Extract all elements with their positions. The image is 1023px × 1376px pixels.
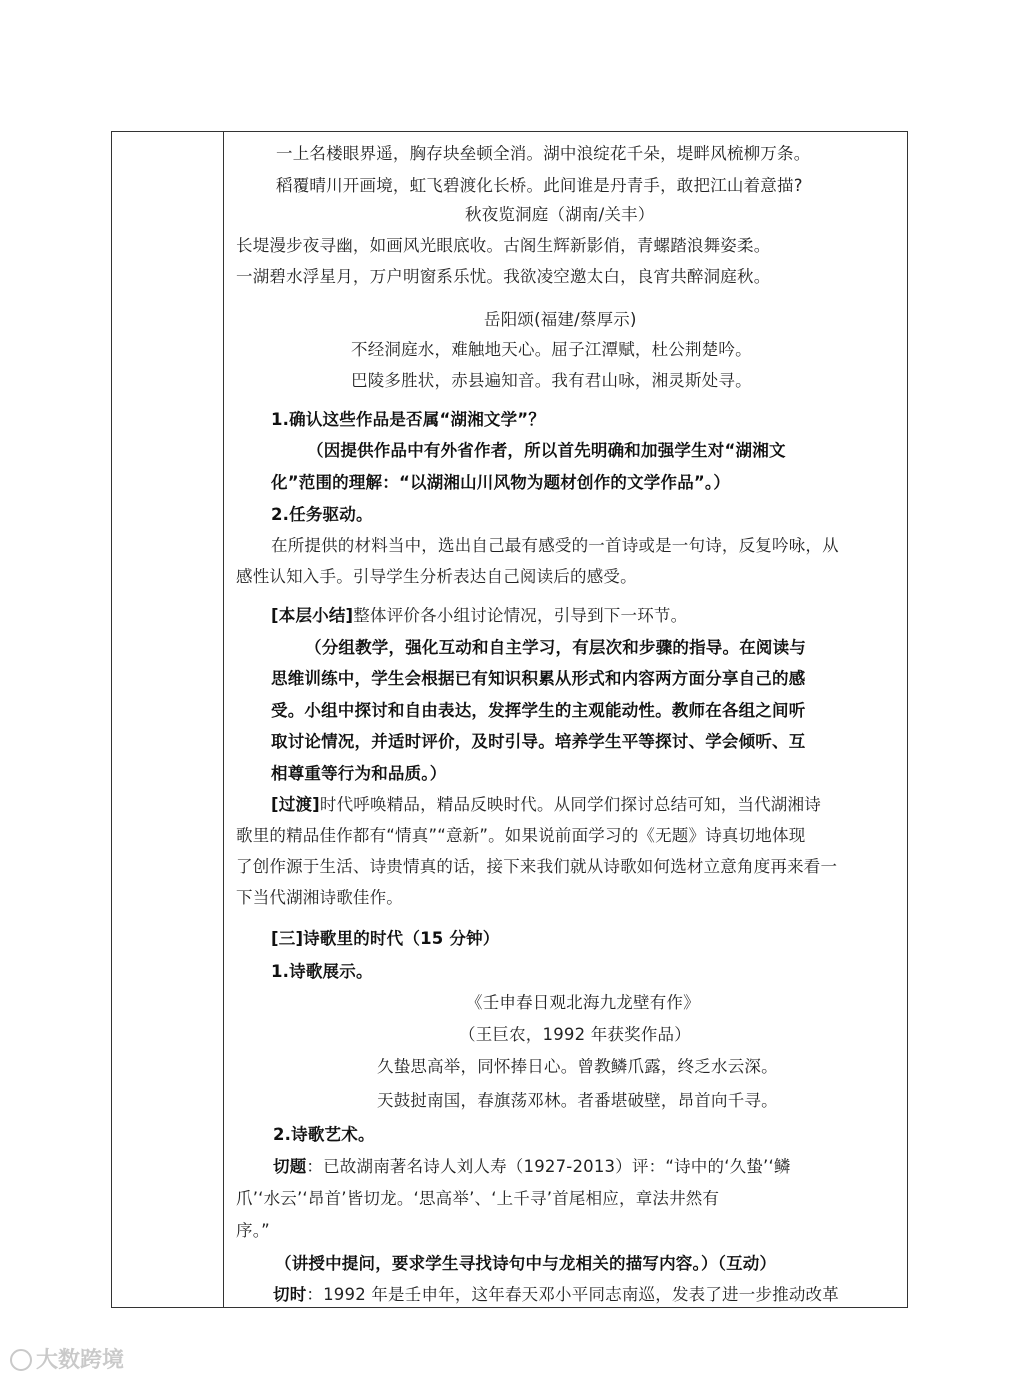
poem1-line1: 一上名楼眼界遥，胸存块垒顿全消。湖中浪绽花千朵，堤畔风梳柳万条。: [276, 144, 811, 163]
part3-sub1: 1.诗歌展示。: [271, 962, 373, 981]
summary-note-line5: 相尊重等行为和品质。）: [271, 764, 447, 783]
transition-line1: [271, 795, 821, 815]
watermark: [10, 1343, 124, 1374]
poem1-line2: 稻覆晴川开画境，虹飞碧渡化长桥。此间谁是丹青手，敢把江山着意描?: [276, 176, 803, 195]
summary-tag: [本层小结]: [271, 606, 354, 625]
part3-poem-line1: 久蛰思高举，同怀捧日心。曾教鳞爪露，终乏水云深。: [377, 1057, 778, 1076]
section2-heading: 2.任务驱动。: [271, 505, 373, 524]
part3-poem-author: （王巨农，1992 年获奖作品）: [459, 1025, 691, 1044]
qieshi-text: ：1992 年是壬申年，这年春天邓小平同志南巡，发表了进一步推动改革: [306, 1285, 839, 1304]
transition-line2: 歌里的精品佳作都有“情真”“意新”。如果说前面学习的《无题》诗真切地体现: [236, 826, 806, 845]
summary-note-line4: 取讨论情况，并适时评价，及时引导。培养学生平等探讨、学会倾听、互: [271, 732, 806, 751]
qieti-line3: 序。”: [236, 1221, 270, 1240]
watermark-logo-icon: [10, 1349, 32, 1371]
poem2-title: 秋夜览洞庭（湖南/关丰）: [465, 205, 655, 224]
qieti-line1: [273, 1157, 791, 1177]
transition-line4: 下当代湖湘诗歌佳作。: [236, 888, 403, 907]
transition-text1: 时代呼唤精品，精品反映时代。从同学们探讨总结可知，当代湖湘诗: [319, 795, 821, 814]
table-column-divider: [223, 131, 224, 1308]
poem2-line1: 长堤漫步夜寻幽，如画风光眼底收。古阁生辉新影俏，青螺踏浪舞姿柔。: [236, 236, 771, 255]
part3-poem-title: 《壬申春日观北海九龙壁有作》: [466, 993, 700, 1012]
transition-tag: [过渡]: [271, 795, 320, 814]
poem3-line1: 不经洞庭水，难触地天心。屈子江潭赋，杜公荆楚吟。: [351, 340, 752, 359]
watermark-text: 大数跨境: [36, 1348, 125, 1373]
transition-line3: 了创作源于生活、诗贵情真的话，接下来我们就从诗歌如何选材立意角度再来看一: [236, 857, 838, 876]
section1-heading: 1.确认这些作品是否属“湖湘文学”？: [271, 410, 546, 429]
qieti-line2: 爪’‘水云’‘昂首’皆切龙。‘思高举’、‘上千寻’首尾相应，章法井然有: [236, 1189, 720, 1208]
qieti-tag: 切题: [273, 1157, 307, 1176]
qieshi-line: [273, 1285, 839, 1305]
section1-note-line2: 化”范围的理解：“以湖湘山川风物为题材创作的文学作品”。）: [271, 473, 731, 492]
section2-text-line1: 在所提供的材料当中，选出自己最有感受的一首诗或是一句诗，反复吟咏，从: [271, 536, 839, 555]
section2-text-line2: 感性认知入手。引导学生分析表达自己阅读后的感受。: [236, 567, 637, 586]
qieshi-tag: 切时: [273, 1285, 307, 1304]
summary-line: [271, 606, 687, 626]
poem3-line2: 巴陵多胜状，赤县遍知音。我有君山咏，湘灵斯处寻。: [351, 371, 752, 390]
part3-sub2: 2.诗歌艺术。: [273, 1125, 375, 1144]
qieti-text1: ：已故湖南著名诗人刘人寿（1927-2013）评：“诗中的‘久蛰’‘鳞: [306, 1157, 791, 1176]
summary-note-line3: 受。小组中探讨和自由表达，发挥学生的主观能动性。教师在各组之间听: [271, 701, 806, 720]
part3-poem-line2: 天鼓挝南国，春旗荡邓林。者番堪破壁，昂首向千寻。: [377, 1091, 778, 1110]
poem3-title: 岳阳颂(福建/蔡厚示): [484, 310, 637, 329]
summary-note-line1: （分组教学，强化互动和自主学习，有层次和步骤的指导。在阅读与: [305, 638, 806, 657]
interact-note: （讲授中提问，要求学生寻找诗句中与龙相关的描写内容。）（互动）: [275, 1254, 777, 1273]
poem2-line2: 一湖碧水浮星月，万户明窗系乐忧。我欲凌空邀太白，良宵共醉洞庭秋。: [236, 267, 771, 286]
summary-note-line2: 思维训练中，学生会根据已有知识积累从形式和内容两方面分享自己的感: [271, 669, 806, 688]
part3-heading: [三]诗歌里的时代（15 分钟）: [271, 929, 500, 948]
section1-note-line1: （因提供作品中有外省作者，所以首先明确和加强学生对“湖湘文: [307, 441, 786, 460]
summary-text: 整体评价各小组讨论情况，引导到下一环节。: [353, 606, 688, 625]
